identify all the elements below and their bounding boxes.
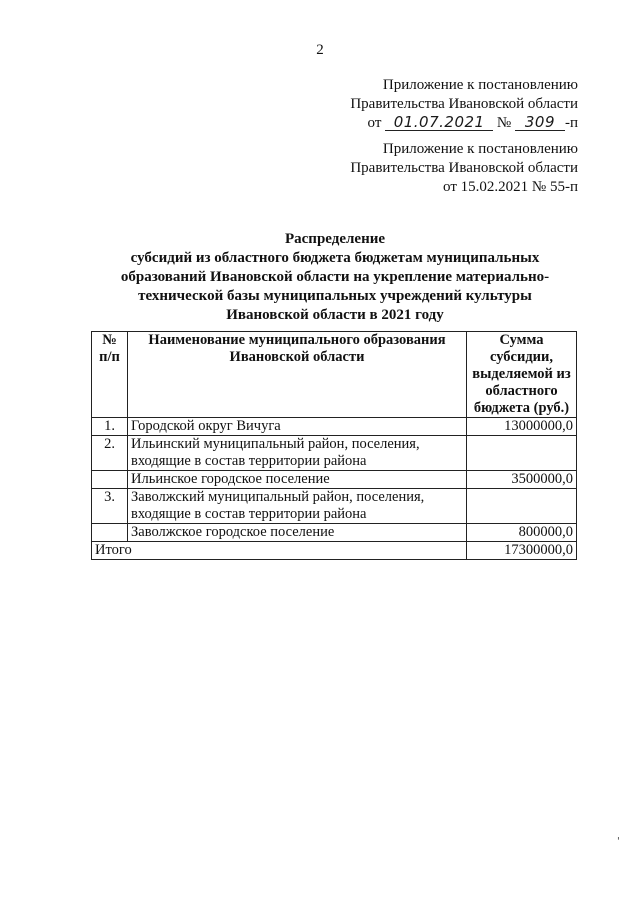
table-row [92, 418, 577, 436]
distribution-table [91, 331, 577, 560]
row-num: 3. [92, 489, 128, 524]
number-suffix: -п [564, 115, 578, 131]
row-name: Заволжский муниципальный район, поселения, входящие в состав территории района [128, 489, 467, 524]
appendix-current-line2: Правительства Ивановской области [350, 96, 578, 112]
header-sum: Сумма субсидии, выделяемой из областного бюджета (руб.) [467, 332, 577, 418]
row-num [92, 471, 128, 489]
row-name: Заволжское городское поселение [128, 524, 467, 542]
row-name: Городской округ Вичуга [128, 418, 467, 436]
from-label: от [367, 115, 382, 131]
total-sum: 17300000,0 [467, 542, 577, 560]
page-number: 2 [316, 42, 324, 58]
margin-mark: ' [617, 836, 620, 847]
appendix-previous-line3: от 15.02.2021 № 55-п [443, 179, 578, 195]
handwritten-number: 309 [515, 114, 565, 131]
row-sum: 13000000,0 [467, 418, 577, 436]
title-line3: образований Ивановской области на укрепление материально- [120, 269, 550, 285]
table-row [92, 489, 577, 524]
row-sum: 800000,0 [467, 524, 577, 542]
handwritten-date: 01.07.2021 [385, 114, 493, 131]
appendix-previous [350, 140, 578, 197]
header-name: Наименование муниципального образования Ивановской области [128, 332, 467, 418]
title-line4: технической базы муниципальных учреждений культуры [138, 288, 532, 304]
document-title [60, 230, 610, 325]
row-name: Ильинский муниципальный район, поселения, входящие в состав территории района [128, 436, 467, 471]
row-sum [467, 489, 577, 524]
appendix-previous-line2: Правительства Ивановской области [350, 160, 578, 176]
appendix-current-line1: Приложение к постановлению [382, 77, 578, 93]
title-line1: Распределение [284, 231, 386, 247]
table-row [92, 524, 577, 542]
header-num: № п/п [92, 332, 128, 418]
row-num: 1. [92, 418, 128, 436]
table-row [92, 436, 577, 471]
row-name: Ильинское городское поселение [128, 471, 467, 489]
number-label: № [496, 115, 512, 131]
row-sum: 3500000,0 [467, 471, 577, 489]
table-row [92, 471, 577, 489]
appendix-current-date-line [350, 114, 578, 133]
total-label: Итого [92, 542, 467, 560]
row-num [92, 524, 128, 542]
table-total-row [92, 542, 577, 560]
table-header-row [92, 332, 577, 418]
row-sum [467, 436, 577, 471]
row-num: 2. [92, 436, 128, 471]
appendix-previous-line1: Приложение к постановлению [382, 141, 578, 157]
title-line5: Ивановской области в 2021 году [226, 307, 444, 323]
title-line2: субсидий из областного бюджета бюджетам муниципальных [130, 250, 540, 266]
appendix-current [350, 76, 578, 133]
